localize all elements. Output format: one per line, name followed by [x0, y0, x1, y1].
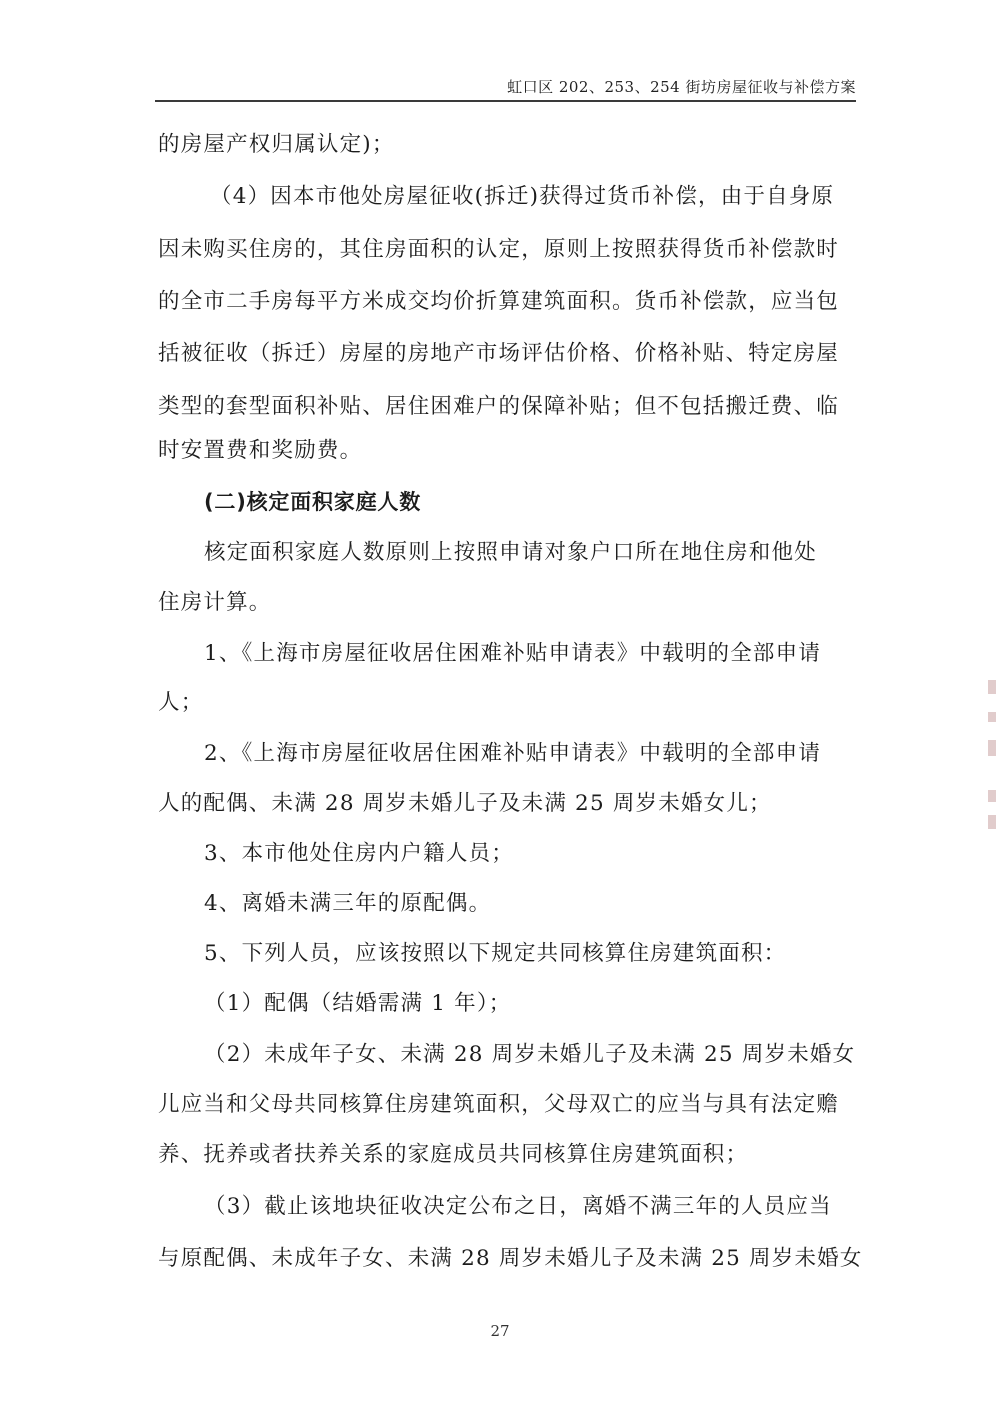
list-item: 4、离婚未满三年的原配偶。 [204, 891, 492, 916]
text-line: 因未购买住房的，其住房面积的认定，原则上按照获得货币补偿款时 [158, 237, 840, 262]
list-item: 3、本市他处住房内户籍人员； [204, 841, 514, 866]
text-line: 人的配偶、未满 28 周岁未婚儿子及未满 25 周岁未婚女儿； [158, 791, 772, 816]
text-line: 儿应当和父母共同核算住房建筑面积，父母双亡的应当与具有法定赡 [158, 1092, 840, 1117]
text-line: 括被征收（拆迁）房屋的房地产市场评估价格、价格补贴、特定房屋 [158, 341, 840, 366]
text-line: 核定面积家庭人数原则上按照申请对象户口所在地住房和他处 [204, 540, 817, 565]
page-number: 27 [490, 1322, 510, 1340]
text-line: 的房屋产权归属认定)； [158, 132, 395, 157]
section-heading: (二)核定面积家庭人数 [204, 490, 421, 514]
scan-edge-mark [988, 740, 996, 756]
text-line: 时安置费和奖励费。 [158, 438, 363, 463]
text-line: 住房计算。 [158, 590, 272, 615]
scan-edge-mark [988, 680, 996, 694]
list-item: （2）未成年子女、未满 28 周岁未婚儿子及未满 25 周岁未婚女 [204, 1042, 856, 1067]
list-item: 2、《上海市房屋征收居住困难补贴申请表》中载明的全部申请 [204, 741, 822, 766]
text-line: 的全市二手房每平方米成交均价折算建筑面积。货币补偿款，应当包 [158, 289, 840, 314]
list-item: （1）配偶（结婚需满 1 年）； [204, 991, 512, 1016]
text-line: 类型的套型面积补贴、居住困难户的保障补贴；但不包括搬迁费、临 [158, 394, 840, 419]
text-line: 养、抚养或者扶养关系的家庭成员共同核算住房建筑面积； [158, 1142, 749, 1167]
list-item: 1、《上海市房屋征收居住困难补贴申请表》中载明的全部申请 [204, 641, 822, 666]
text-line: 与原配偶、未成年子女、未满 28 周岁未婚儿子及未满 25 周岁未婚女 [158, 1246, 863, 1271]
list-item: （3）截止该地块征收决定公布之日，离婚不满三年的人员应当 [204, 1194, 832, 1219]
text-line: 人； [158, 690, 204, 715]
scan-edge-mark [988, 815, 996, 829]
list-item: 5、下列人员，应该按照以下规定共同核算住房建筑面积： [204, 941, 787, 966]
header-title: 虹口区 202、253、254 街坊房屋征收与补偿方案 [507, 78, 856, 96]
running-header [155, 74, 856, 102]
scan-edge-mark [988, 790, 996, 802]
text-line: （4）因本市他处房屋征收(拆迁)获得过货币补偿，由于自身原 [210, 184, 835, 209]
scan-edge-mark [988, 712, 996, 722]
